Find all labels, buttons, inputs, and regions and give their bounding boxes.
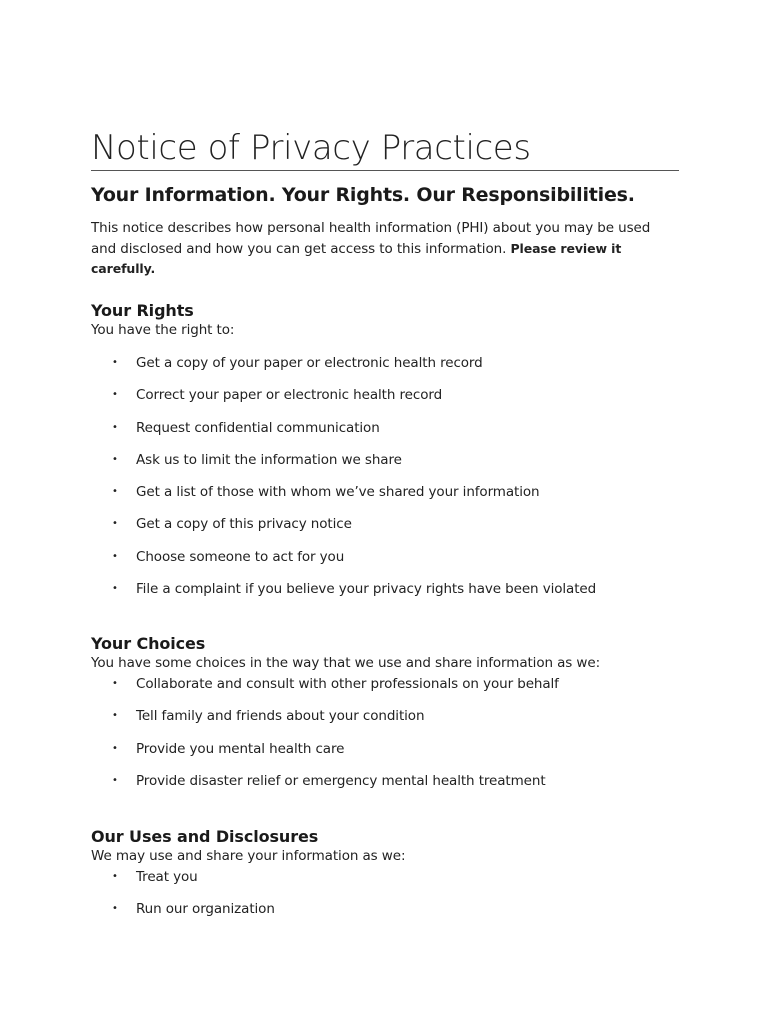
list-item-text: Request confidential communication xyxy=(136,419,380,436)
list-item xyxy=(91,516,679,533)
list-item xyxy=(91,549,679,566)
document-subtitle: Your Information. Your Rights. Our Responsibilities. xyxy=(91,184,635,206)
your-choices-list xyxy=(91,676,679,790)
document-title: Notice of Privacy Practices xyxy=(91,128,679,171)
intro-paragraph xyxy=(91,219,679,280)
uses-disclosures-lead: We may use and share your information as we: xyxy=(91,848,406,864)
list-item-text: Correct your paper or electronic health record xyxy=(136,387,443,404)
list-item xyxy=(91,387,679,404)
intro-text: This notice describes how personal health information (PHI) about you may be used and disclosed and how you can get access to this information. xyxy=(91,220,651,257)
list-item xyxy=(91,420,679,437)
bullet-icon: • xyxy=(112,774,118,786)
list-item-text: Collaborate and consult with other professionals on your behalf xyxy=(136,676,559,692)
your-rights-list xyxy=(91,355,679,598)
your-choices-heading: Your Choices xyxy=(91,634,206,653)
list-item xyxy=(91,355,679,372)
uses-disclosures-list xyxy=(91,869,679,918)
list-item-text: Tell family and friends about your condition xyxy=(136,708,425,725)
uses-disclosures-heading: Our Uses and Disclosures xyxy=(91,827,319,846)
bullet-icon: • xyxy=(112,518,118,530)
list-item-text: Provide you mental health care xyxy=(136,740,345,757)
list-item-text: Run our organization xyxy=(136,901,275,918)
bullet-icon: • xyxy=(112,357,118,368)
your-rights-section xyxy=(91,301,679,613)
list-item-text: Treat you xyxy=(136,869,198,885)
your-choices-lead: You have some choices in the way that we use and share information as we: xyxy=(91,655,601,671)
list-item-text: Get a copy of your paper or electronic health record xyxy=(136,355,483,371)
list-item-text: File a complaint if you believe your privacy rights have been violated xyxy=(136,581,597,598)
bullet-icon: • xyxy=(112,550,118,562)
list-item xyxy=(91,581,679,598)
list-item xyxy=(91,484,679,501)
list-item-text: Ask us to limit the information we share xyxy=(136,451,402,468)
your-choices-section xyxy=(91,634,679,805)
list-item-text: Choose someone to act for you xyxy=(136,548,345,565)
list-item xyxy=(91,708,679,725)
list-item xyxy=(91,901,679,918)
list-item xyxy=(91,773,679,790)
list-item-text: Get a copy of this privacy notice xyxy=(136,516,352,533)
list-item-text: Get a list of those with whom we’ve shared your information xyxy=(136,484,540,501)
list-item-text: Provide disaster relief or emergency mental health treatment xyxy=(136,772,546,789)
bullet-icon: • xyxy=(112,742,118,754)
bullet-icon: • xyxy=(112,710,118,722)
bullet-icon: • xyxy=(112,583,118,595)
your-rights-heading: Your Rights xyxy=(91,301,194,320)
bullet-icon: • xyxy=(112,389,118,401)
list-item xyxy=(91,869,679,886)
uses-disclosures-section xyxy=(91,827,679,934)
your-rights-lead: You have the right to: xyxy=(91,322,235,338)
bullet-icon: • xyxy=(112,871,118,882)
bullet-icon: • xyxy=(112,903,118,915)
intro-bold-text: Please review it carefully. xyxy=(91,240,622,276)
document-page xyxy=(91,128,679,918)
bullet-icon: • xyxy=(112,678,118,689)
bullet-icon: • xyxy=(112,453,118,465)
list-item xyxy=(91,452,679,469)
bullet-icon: • xyxy=(112,421,118,433)
list-item xyxy=(91,676,679,693)
list-item xyxy=(91,741,679,758)
bullet-icon: • xyxy=(112,486,118,498)
